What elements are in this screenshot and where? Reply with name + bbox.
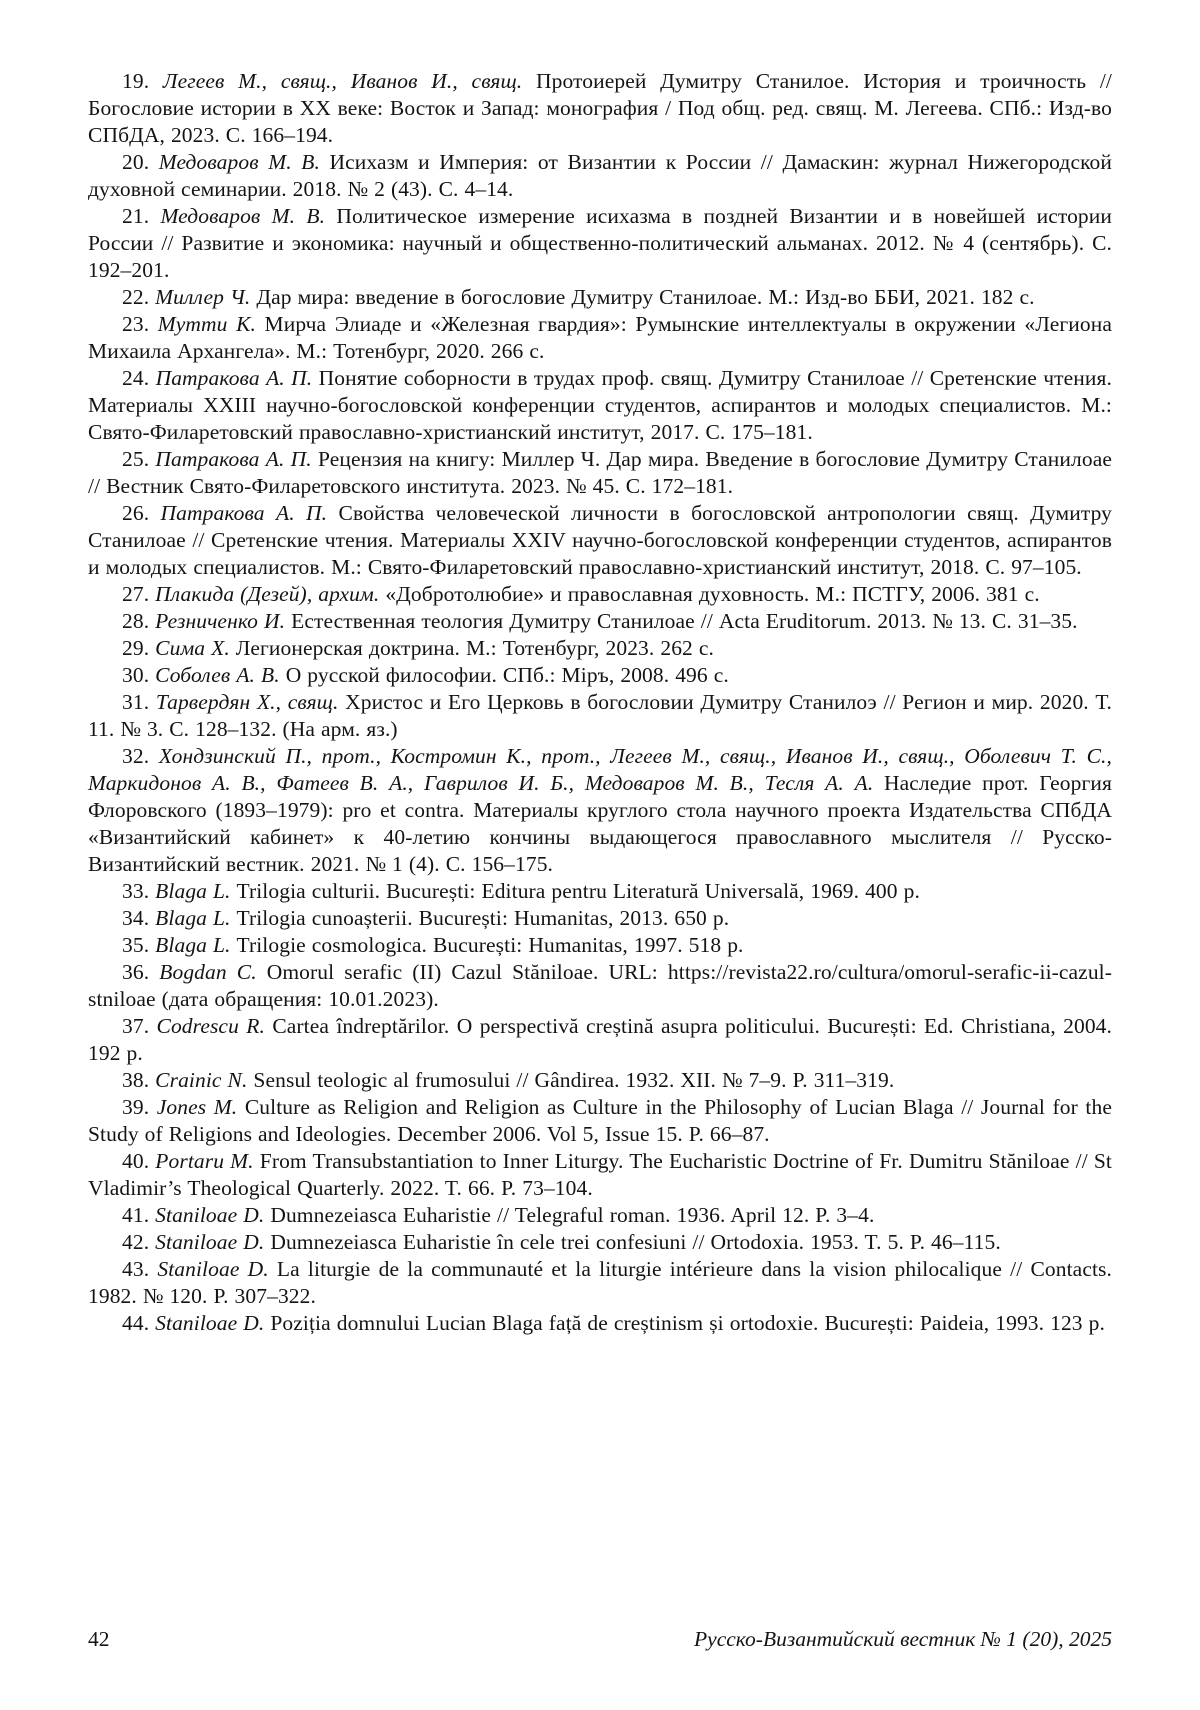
bibliography-entry (88, 203, 1112, 284)
entry-author: Сима Х. (155, 636, 236, 660)
entry-number: 31. (122, 690, 156, 714)
entry-author: Миллер Ч. (155, 285, 257, 309)
entry-author: Staniloae D. (157, 1257, 277, 1281)
entry-text: La liturgie de la communauté et la liturgie intérieure dans la vision philocalique // Contacts. 1982. № 120. P. 307–322. (88, 1257, 1112, 1308)
entry-text: Culture as Religion and Religion as Culture in the Philosophy of Lucian Blaga // Journal for the Study of Religions and Ideologies. December 2006. Vol 5, Issue 15. P. 66–87. (88, 1095, 1112, 1146)
entry-author: Staniloae D. (155, 1311, 271, 1335)
entry-author: Bogdan C. (159, 960, 267, 984)
entry-author: Патракова А. П. (160, 501, 339, 525)
entry-number: 41. (122, 1203, 156, 1227)
bibliography-entry (88, 1256, 1112, 1310)
entry-text: Cartea îndreptărilor. O perspectivă creștină asupra politicului. București: Ed. Christiana, 2004. 192 p. (88, 1014, 1112, 1065)
bibliography-entry (88, 608, 1112, 635)
bibliography-entry (88, 500, 1112, 581)
bibliography-entry (88, 311, 1112, 365)
entry-author: Соболев А. В. (155, 663, 286, 687)
entry-number: 43. (122, 1257, 158, 1281)
entry-author: Portaru M. (155, 1149, 260, 1173)
entry-number: 24. (122, 366, 156, 390)
entry-author: Хондзинский П., прот., Костромин К., прот., Легеев М., свящ., Иванов И., свящ., Оболевич Т. С., Маркидонов А. В., Фатеев В. А., Гаврилов И. Б., Медоваров М. В., Тесля А. А. (88, 744, 1112, 795)
journal-title-footer: Русско-Византийский вестник № 1 (20), 2025 (694, 1627, 1112, 1651)
entry-number: 34. (122, 906, 156, 930)
entry-author: Легеев М., свящ., Иванов И., свящ. (162, 69, 536, 93)
entry-text: Дар мира: введение в богословие Думитру Станилоае. М.: Изд-во ББИ, 2021. 182 с. (256, 285, 1035, 309)
bibliography-entry (88, 1202, 1112, 1229)
bibliography-entry (88, 1013, 1112, 1067)
bibliography-entry (88, 365, 1112, 446)
entry-author: Staniloae D. (155, 1203, 271, 1227)
entry-author: Codrescu R. (156, 1014, 273, 1038)
entry-text: Христос и Его Церковь в богословии Думитру Станилоэ // Регион и мир. 2020. Т. 11. № 3. С. 128–132. (На арм. яз.) (88, 690, 1112, 741)
entry-number: 27. (122, 582, 156, 606)
entry-text: Легионерская доктрина. М.: Тотенбург, 2023. 262 с. (235, 636, 714, 660)
entry-text: Мирча Элиаде и «Железная гвардия»: Румынские интеллектуалы в окружении «Легиона Михаила Архангела». М.: Тотенбург, 2020. 266 с. (88, 312, 1113, 363)
entry-number: 22. (122, 285, 156, 309)
entry-text: Политическое измерение исихазма в поздней Византии и в новейшей истории России // Развитие и экономика: научный и общественно-политический альманах. 2012. № 4 (сентябрь). С. 192–201. (88, 204, 1112, 282)
bibliography-entry (88, 932, 1112, 959)
entry-author: Blaga L. (155, 879, 237, 903)
entry-author: Патракова А. П. (155, 447, 318, 471)
entry-text: О русской философии. СПб.: Міръ, 2008. 496 с. (285, 663, 729, 687)
entry-author: Медоваров М. В. (158, 150, 330, 174)
entry-text: Sensul teologic al frumosului // Gândirea. 1932. XII. № 7–9. P. 311–319. (253, 1068, 895, 1092)
entry-number: 33. (122, 879, 156, 903)
entry-author: Тарвердян Х., свящ. (155, 690, 346, 714)
entry-text: Trilogie cosmologica. București: Humanitas, 1997. 518 p. (236, 933, 744, 957)
entry-author: Jones M. (156, 1095, 245, 1119)
entry-text: Понятие соборности в трудах проф. свящ. Думитру Станилоае // Сретенские чтения. Материалы XXIII научно-богословской конференции студентов, аспирантов и молодых специалистов. М.: Свято-Филаретовский православно-христианский институт, 2017. С. 175–181. (88, 366, 1112, 444)
bibliography-entry (88, 905, 1112, 932)
bibliography-entry (88, 1148, 1112, 1202)
entry-number: 38. (122, 1068, 156, 1092)
entry-number: 26. (122, 501, 161, 525)
page-footer (88, 1626, 1112, 1653)
entry-text: Trilogia culturii. București: Editura pentru Literatură Universală, 1969. 400 p. (236, 879, 920, 903)
entry-author: Crainic N. (155, 1068, 254, 1092)
bibliography-entry (88, 284, 1112, 311)
entry-number: 23. (122, 312, 158, 336)
bibliography-entry (88, 581, 1112, 608)
entry-author: Медоваров М. В. (160, 204, 337, 228)
entry-number: 19. (122, 69, 163, 93)
entry-text: Poziția domnului Lucian Blaga față de creștinism și ortodoxie. București: Paideia, 1993. 123 p. (270, 1311, 1105, 1335)
entry-number: 36. (122, 960, 160, 984)
entry-text: «Добротолюбие» и православная духовность. М.: ПСТГУ, 2006. 381 с. (385, 582, 1040, 606)
entry-author: Мутти К. (157, 312, 265, 336)
entry-author: Резниченко И. (155, 609, 292, 633)
entry-number: 29. (122, 636, 156, 660)
entry-author: Патракова А. П. (155, 366, 319, 390)
entry-author: Staniloae D. (155, 1230, 271, 1254)
entry-number: 39. (122, 1095, 157, 1119)
entry-number: 37. (122, 1014, 157, 1038)
entry-author: Blaga L. (155, 933, 237, 957)
bibliography-entry (88, 1067, 1112, 1094)
entry-text: Исихазм и Империя: от Византии к России // Дамаскин: журнал Нижегородской духовной семинарии. 2018. № 2 (43). С. 4–14. (88, 150, 1113, 201)
bibliography-entry (88, 689, 1112, 743)
entry-text: Dumnezeiasca Euharistie în cele trei confesiuni // Ortodoxia. 1953. T. 5. P. 46–115. (270, 1230, 1001, 1254)
entry-text: Протоиерей Думитру Станилое. История и троичность // Богословие истории в XX веке: Восток и Запад: монография / Под общ. ред. свящ. М. Легеева. СПб.: Изд-во СПбДА, 2023. С. 166–194. (88, 69, 1112, 147)
page-number: 42 (88, 1627, 110, 1651)
bibliography-entry (88, 1094, 1112, 1148)
bibliography-entry (88, 446, 1112, 500)
entry-number: 21. (122, 204, 161, 228)
bibliography-entry (88, 959, 1112, 1013)
bibliography-entry (88, 68, 1112, 149)
entry-text: Свойства человеческой личности в богословской антропологии свящ. Думитру Станилоае // Сретенские чтения. Материалы XXIV научно-богословской конференции студентов, аспирантов и молодых специалистов. М.: Свято-Филаретовский православно-христианский институт, 2018. С. 97–105. (88, 501, 1112, 579)
entry-number: 28. (122, 609, 156, 633)
entry-author: Плакида (Дезей), архим. (155, 582, 386, 606)
bibliography-list (88, 68, 1112, 1337)
bibliography-entry (88, 1310, 1112, 1337)
entry-text: Omorul serafic (II) Cazul Stăniloae. URL: https://revista22.ro/cultura/omorul-serafic-ii-cazul-stniloae (дата обращения: 10.01.2023). (88, 960, 1113, 1011)
entry-text: Наследие прот. Георгия Флоровского (1893–1979): pro et contra. Материалы круглого стола научного проекта Издательства СПбДА «Византийский кабинет» к 40-летию кончины выдающегося православного мыслителя // Русско-Византийский вестник. 2021. № 1 (4). С. 156–175. (88, 771, 1112, 876)
bibliography-entry (88, 662, 1112, 689)
entry-number: 20. (122, 150, 159, 174)
bibliography-entry (88, 149, 1112, 203)
entry-text: Trilogia cunoașterii. București: Humanitas, 2013. 650 p. (236, 906, 730, 930)
entry-text: Dumnezeiasca Euharistie // Telegraful roman. 1936. April 12. P. 3–4. (270, 1203, 875, 1227)
entry-text: From Transubstantiation to Inner Liturgy. The Eucharistic Doctrine of Fr. Dumitru Stăniloae // St Vladimir’s Theological Quarterly. 2022. T. 66. P. 73–104. (88, 1149, 1112, 1200)
bibliography-entry (88, 635, 1112, 662)
bibliography-entry (88, 1229, 1112, 1256)
entry-number: 40. (122, 1149, 156, 1173)
entry-number: 42. (122, 1230, 156, 1254)
entry-number: 35. (122, 933, 156, 957)
entry-author: Blaga L. (155, 906, 237, 930)
entry-number: 25. (122, 447, 156, 471)
entry-text: Рецензия на книгу: Миллер Ч. Дар мира. Введение в богословие Думитру Станилоае // Вестник Свято-Филаретовского института. 2023. № 45. С. 172–181. (88, 447, 1112, 498)
bibliography-entry (88, 743, 1112, 878)
bibliography-entry (88, 878, 1112, 905)
entry-number: 30. (122, 663, 156, 687)
entry-text: Естественная теология Думитру Станилоае // Acta Eruditorum. 2013. № 13. С. 31–35. (291, 609, 1078, 633)
entry-number: 32. (122, 744, 159, 768)
entry-number: 44. (122, 1311, 156, 1335)
